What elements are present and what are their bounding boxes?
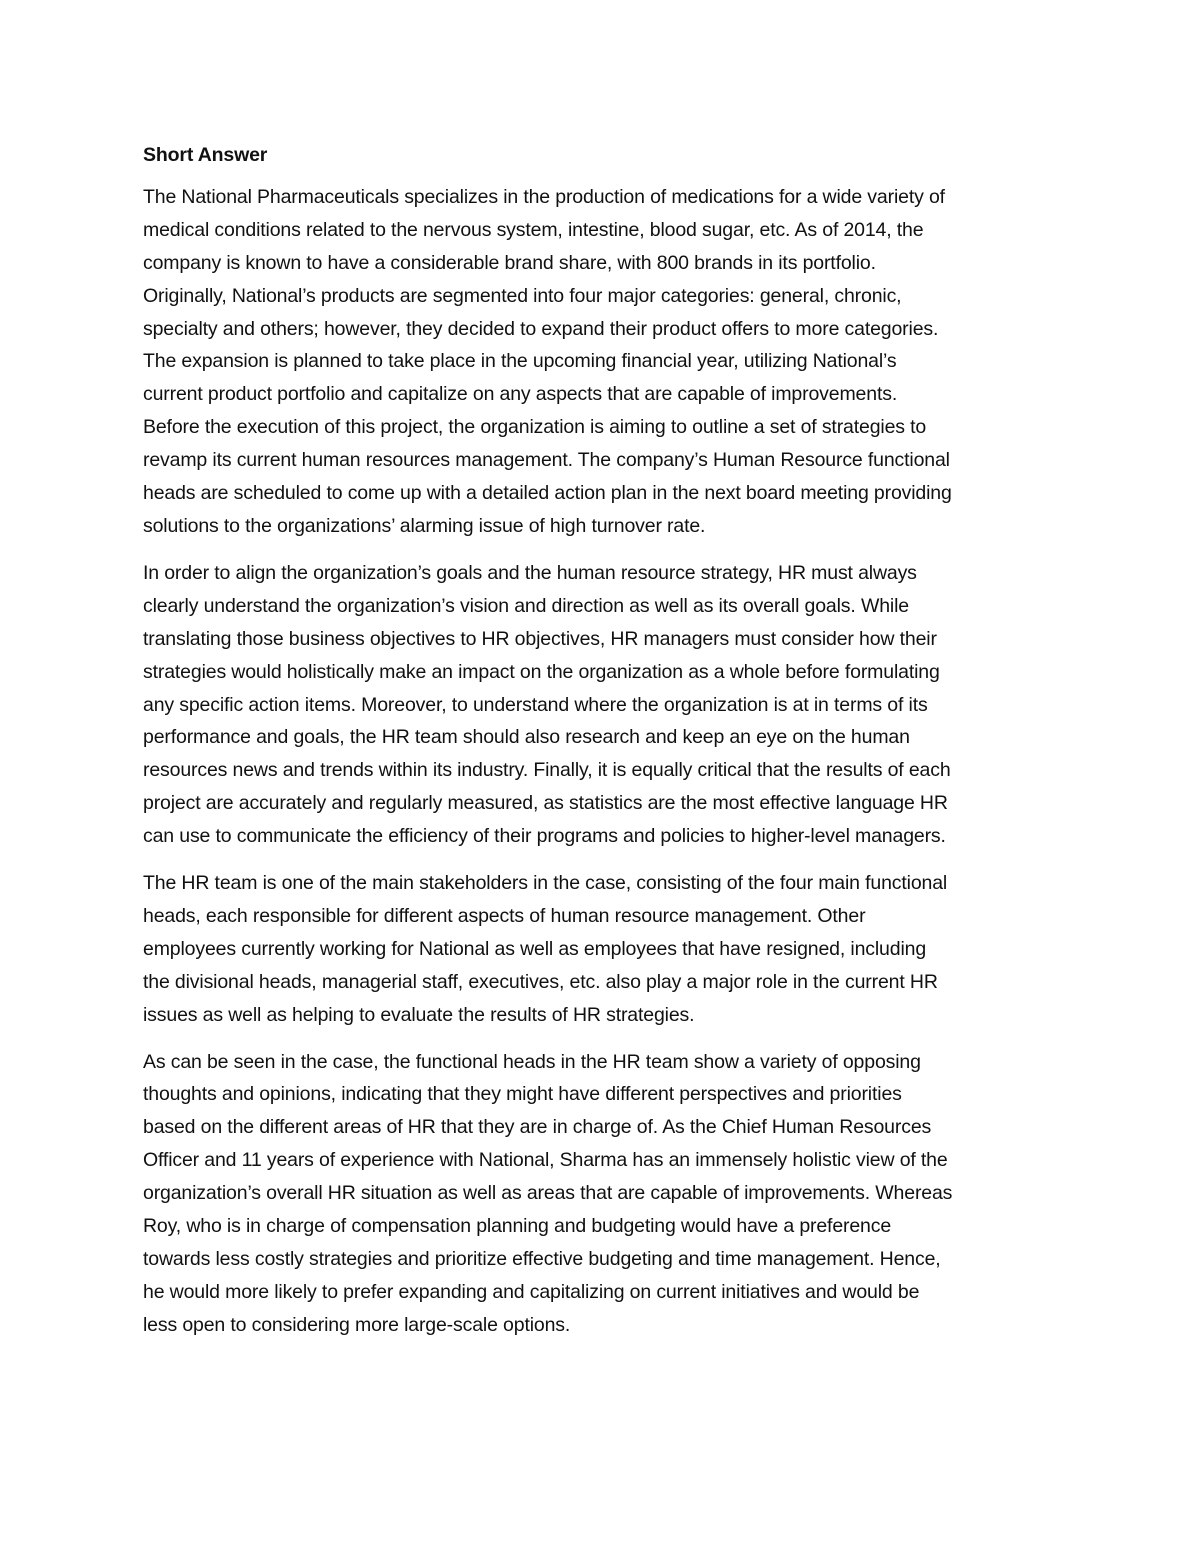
text-line: employees currently working for National as well as employees that have resigned, including (143, 937, 927, 960)
text-line: heads, each responsible for different aspects of human resource management. Other (143, 904, 866, 927)
text-line: revamp its current human resources management. The company’s Human Resource functional (143, 449, 950, 472)
paragraph (143, 1046, 1068, 1342)
text-line: As can be seen in the case, the functional heads in the HR team show a variety of opposing (143, 1050, 921, 1073)
document-body (143, 181, 1068, 1342)
text-line: towards less costly strategies and prioritize effective budgeting and time management. Hence, (143, 1248, 941, 1270)
text-line: clearly understand the organization’s vision and direction as well as its overall goals. While (143, 594, 909, 617)
text-line: can use to communicate the efficiency of their programs and policies to higher-level managers. (143, 825, 946, 848)
text-line: heads are scheduled to come up with a detailed action plan in the next board meeting providing (143, 482, 952, 505)
paragraph (143, 557, 1068, 853)
document-heading: Short Answer (143, 144, 268, 166)
paragraph (143, 867, 1068, 1032)
text-line: Officer and 11 years of experience with National, Sharma has an immensely holistic view of the (143, 1149, 948, 1172)
text-line: In order to align the organization’s goals and the human resource strategy, HR must always (143, 561, 917, 584)
text-line: he would more likely to prefer expanding and capitalizing on current initiatives and would be (143, 1280, 920, 1303)
text-line: translating those business objectives to HR objectives, HR managers must consider how their (143, 627, 937, 650)
text-line: specialty and others; however, they decided to expand their product offers to more categories. (143, 317, 939, 340)
text-line: based on the different areas of HR that they are in charge of. As the Chief Human Resources (143, 1116, 932, 1139)
text-line: issues as well as helping to evaluate the results of HR strategies. (143, 1003, 695, 1026)
text-line: solutions to the organizations’ alarming issue of high turnover rate. (143, 514, 706, 537)
text-line: less open to considering more large-scale options. (143, 1313, 571, 1336)
text-line: thoughts and opinions, indicating that they might have different perspectives and priorities (143, 1083, 902, 1106)
text-line: any specific action items. Moreover, to understand where the organization is at in terms of its (143, 693, 928, 716)
text-line: current product portfolio and capitalize on any aspects that are capable of improvements. (143, 383, 898, 406)
text-line: organization’s overall HR situation as well as areas that are capable of improvements. Whereas (143, 1182, 953, 1205)
text-line: Before the execution of this project, the organization is aiming to outline a set of strategies to (143, 416, 927, 439)
paragraph (143, 181, 1068, 543)
text-line: medical conditions related to the nervous system, intestine, blood sugar, etc. As of 2014, the (143, 218, 924, 241)
text-line: The HR team is one of the main stakeholders in the case, consisting of the four main functional (143, 872, 948, 895)
text-line: project are accurately and regularly measured, as statistics are the most effective language HR (143, 792, 948, 815)
text-line: The National Pharmaceuticals specializes in the production of medications for a wide variety of (143, 185, 945, 208)
text-line: performance and goals, the HR team should also research and keep an eye on the human (143, 726, 910, 749)
text-line: resources news and trends within its industry. Finally, it is equally critical that the results of each (143, 759, 951, 782)
text-line: Roy, who is in charge of compensation planning and budgeting would have a preference (143, 1215, 892, 1238)
text-line: strategies would holistically make an impact on the organization as a whole before formulating (143, 660, 940, 683)
text-line: Originally, National’s products are segmented into four major categories: general, chronic, (143, 284, 902, 307)
text-line: The expansion is planned to take place in the upcoming financial year, utilizing National’s (143, 350, 897, 373)
text-line: the divisional heads, managerial staff, executives, etc. also play a major role in the current HR (143, 970, 938, 993)
document-page (143, 139, 1068, 1356)
text-line: company is known to have a considerable brand share, with 800 brands in its portfolio. (143, 251, 876, 274)
